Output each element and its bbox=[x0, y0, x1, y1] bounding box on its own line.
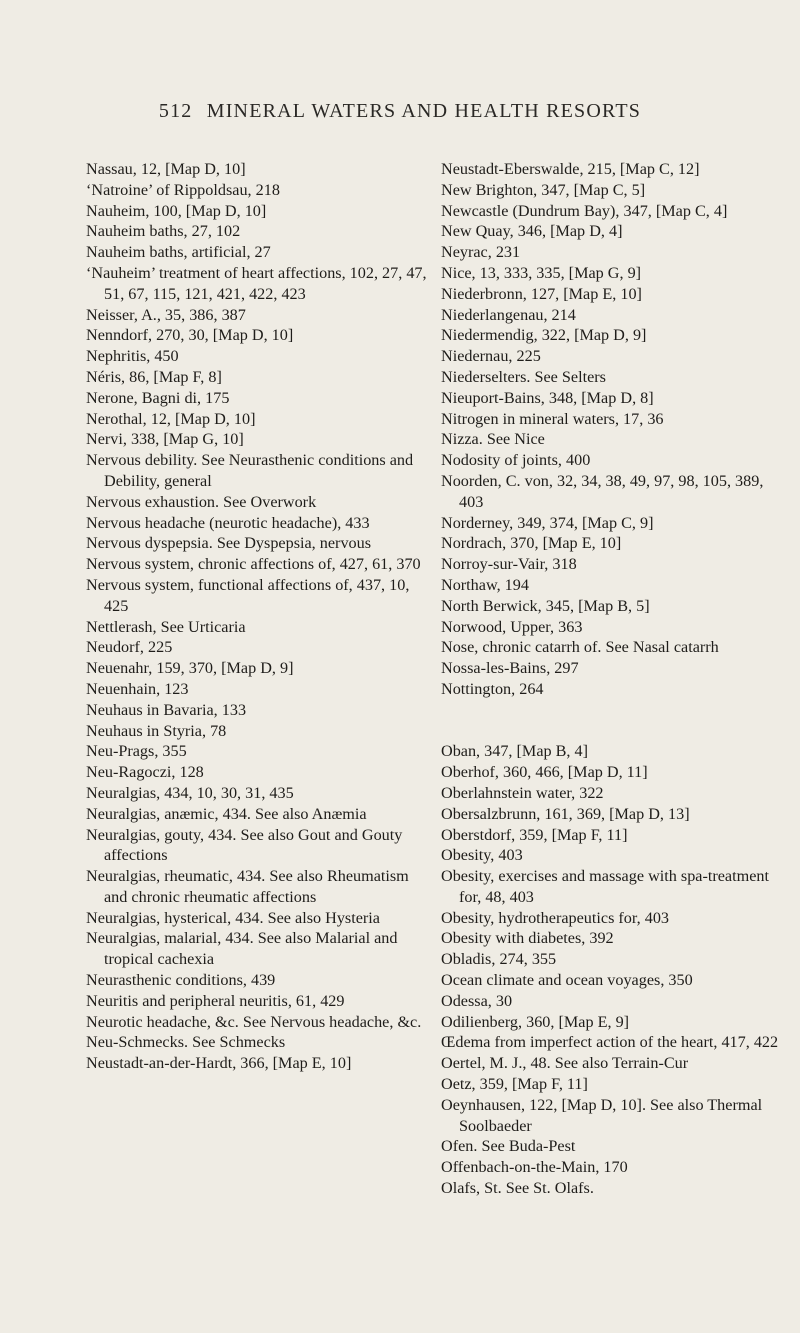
index-entry: Obesity, hydrotherapeutics for, 403 bbox=[441, 908, 670, 927]
index-entry: Norwood, Upper, 363 bbox=[441, 617, 583, 636]
index-entry: Nodosity of joints, 400 bbox=[441, 451, 591, 470]
index-entry: Neuralgias, 434, 10, 30, 31, 435 bbox=[86, 783, 294, 802]
index-entry: Odessa, 30 bbox=[441, 991, 513, 1010]
index-entry: Neu-Ragoczi, 128 bbox=[86, 763, 204, 782]
index-entry: Oberlahnstein water, 322 bbox=[441, 783, 604, 802]
index-entry: Offenbach-on-the-Main, 170 bbox=[441, 1158, 628, 1177]
index-entry: Obersalzbrunn, 161, 369, [Map D, 13] bbox=[441, 804, 690, 823]
page-header bbox=[0, 100, 800, 123]
index-entry: Neurotic headache, &c. See Nervous headache, &c. bbox=[86, 1012, 422, 1031]
index-entry: Nerone, Bagni di, 175 bbox=[86, 388, 230, 407]
index-entry: Oberhof, 360, 466, [Map D, 11] bbox=[441, 763, 648, 782]
index-entry: New Quay, 346, [Map D, 4] bbox=[441, 222, 623, 241]
index-entry: Niederselters. See Selters bbox=[441, 367, 606, 386]
index-entry: Nieuport-Bains, 348, [Map D, 8] bbox=[441, 388, 654, 407]
index-entry: Odilienberg, 360, [Map E, 9] bbox=[441, 1012, 630, 1031]
index-entry: Nerothal, 12, [Map D, 10] bbox=[86, 409, 256, 428]
index-entry: Neudorf, 225 bbox=[86, 638, 173, 657]
index-column-right bbox=[441, 159, 786, 1199]
index-entry: Obesity, exercises and massage with spa-treatment for, 48, 403 bbox=[441, 867, 769, 906]
index-entry: Nervous debility. See Neurasthenic conditions and Debility, general bbox=[86, 451, 414, 490]
index-entry: Ofen. See Buda-Pest bbox=[441, 1137, 576, 1156]
index-entry: Neuritis and peripheral neuritis, 61, 429 bbox=[86, 991, 345, 1010]
index-entry: New Brighton, 347, [Map C, 5] bbox=[441, 180, 646, 199]
index-entry: Nervous dyspepsia. See Dyspepsia, nervous bbox=[86, 534, 372, 553]
index-entry: Oban, 347, [Map B, 4] bbox=[441, 742, 589, 761]
index-entry: Neuralgias, malarial, 434. See also Malarial and tropical cachexia bbox=[86, 929, 398, 969]
index-entry: Noorden, C. von, 32, 34, 38, 49, 97, 98, 105, 389, 403 bbox=[441, 471, 764, 511]
index-entry: Nose, chronic catarrh of. See Nasal catarrh bbox=[441, 638, 719, 657]
index-entry: Niedernau, 225 bbox=[441, 347, 541, 366]
index-entry: Nervous exhaustion. See Overwork bbox=[86, 492, 317, 511]
index-entry: ‘Natroine’ of Rippoldsau, 218 bbox=[86, 180, 280, 199]
index-entry: Oertel, M. J., 48. See also Terrain-Cur bbox=[441, 1054, 689, 1073]
index-entry: Nitrogen in mineral waters, 17, 36 bbox=[441, 409, 664, 428]
section-gap bbox=[441, 700, 786, 721]
index-entry: Neustadt-an-der-Hardt, 366, [Map E, 10] bbox=[86, 1054, 352, 1073]
index-entry: Neuralgias, gouty, 434. See also Gout and Gouty affections bbox=[86, 825, 403, 865]
index-entry: Nephritis, 450 bbox=[86, 347, 179, 366]
index-entry: Nauheim baths, 27, 102 bbox=[86, 222, 241, 241]
index-entry: Nizza. See Nice bbox=[441, 430, 545, 449]
index-entry: Nottington, 264 bbox=[441, 679, 544, 698]
index-entry: Norroy-sur-Vair, 318 bbox=[441, 555, 577, 574]
index-entry: Norderney, 349, 374, [Map C, 9] bbox=[441, 513, 654, 532]
index-entry: Neu-Schmecks. See Schmecks bbox=[86, 1033, 286, 1052]
index-entry: Nervous headache (neurotic headache), 433 bbox=[86, 513, 370, 532]
index-entry: Neuralgias, anæmic, 434. See also Anæmia bbox=[86, 804, 367, 823]
index-entry: Nervi, 338, [Map G, 10] bbox=[86, 430, 244, 449]
index-entry: Nervous system, functional affections of, 437, 10, 425 bbox=[86, 575, 410, 615]
index-entry: Niederlangenau, 214 bbox=[441, 305, 576, 324]
index-entry: Néris, 86, [Map F, 8] bbox=[86, 367, 222, 386]
index-entry: Neustadt-Eberswalde, 215, [Map C, 12] bbox=[441, 160, 700, 178]
index-entry: Oeynhausen, 122, [Map D, 10]. See also Thermal Soolbaeder bbox=[441, 1095, 763, 1135]
index-entry: Nauheim baths, artificial, 27 bbox=[86, 243, 271, 262]
index-entry: Niedermendig, 322, [Map D, 9] bbox=[441, 326, 647, 345]
index-entry: Œdema from imperfect action of the heart, 417, 422 bbox=[441, 1033, 779, 1052]
index-entry: Obesity with diabetes, 392 bbox=[441, 929, 614, 948]
index-entry: Newcastle (Dundrum Bay), 347, [Map C, 4] bbox=[441, 201, 728, 220]
index-entry: Neyrac, 231 bbox=[441, 243, 521, 262]
index-entry: Ocean climate and ocean voyages, 350 bbox=[441, 971, 693, 990]
index-entry: Nenndorf, 270, 30, [Map D, 10] bbox=[86, 326, 294, 345]
index-entry: Oetz, 359, [Map F, 11] bbox=[441, 1075, 588, 1094]
index-entry: Neuralgias, rheumatic, 434. See also Rheumatism and chronic rheumatic affections bbox=[86, 867, 409, 906]
index-entry: Nauheim, 100, [Map D, 10] bbox=[86, 201, 267, 220]
index-entry: Olafs, St. See St. Olafs. bbox=[441, 1179, 594, 1198]
index-entry: Neuhaus in Styria, 78 bbox=[86, 721, 227, 740]
index-entry: Neu-Prags, 355 bbox=[86, 742, 187, 761]
index-entry: Neuhaus in Bavaria, 133 bbox=[86, 700, 247, 719]
index-entry: Nossa-les-Bains, 297 bbox=[441, 659, 579, 678]
index-entry: North Berwick, 345, [Map B, 5] bbox=[441, 596, 650, 615]
index-entry: Nassau, 12, [Map D, 10] bbox=[86, 160, 246, 178]
index-column-left bbox=[86, 159, 431, 1074]
index-entry: Oberstdorf, 359, [Map F, 11] bbox=[441, 825, 628, 844]
index-entry: Nettlerash, See Urticaria bbox=[86, 617, 246, 636]
index-entry: Nordrach, 370, [Map E, 10] bbox=[441, 534, 622, 553]
index-entry: Neurasthenic conditions, 439 bbox=[86, 971, 276, 990]
index-entry: Nervous system, chronic affections of, 427, 61, 370 bbox=[86, 555, 421, 574]
index-entry: Neuenahr, 159, 370, [Map D, 9] bbox=[86, 659, 294, 678]
index-entry: Obladis, 274, 355 bbox=[441, 950, 557, 969]
section-gap bbox=[441, 721, 786, 742]
index-entry: Niederbronn, 127, [Map E, 10] bbox=[441, 284, 642, 303]
page-title: MINERAL WATERS AND HEALTH RESORTS bbox=[206, 100, 642, 122]
page-number: 512 bbox=[158, 100, 193, 122]
index-entry: Neuralgias, hysterical, 434. See also Hysteria bbox=[86, 908, 380, 927]
index-entry: Obesity, 403 bbox=[441, 846, 523, 865]
index-entry: Nice, 13, 333, 335, [Map G, 9] bbox=[441, 263, 642, 282]
index-entry: Neuenhain, 123 bbox=[86, 679, 189, 698]
index-entry: ‘Nauheim’ treatment of heart affections, 102, 27, 47, 51, 67, 115, 121, 421, 422, 423 bbox=[86, 263, 427, 303]
index-entry: Neisser, A., 35, 386, 387 bbox=[86, 305, 246, 324]
index-entry: Northaw, 194 bbox=[441, 575, 529, 594]
